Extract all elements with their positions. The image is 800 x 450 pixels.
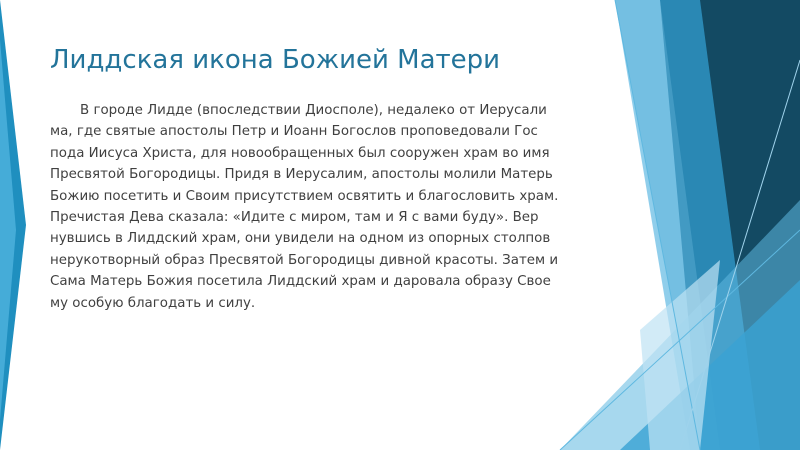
body-line: Сама Матерь Божия посетила Лиддский храм и даровала образу Свое <box>50 274 551 290</box>
body-line: Пречистая Дева сказала: «Идите с миром, там и Я с вами буду». Вер <box>50 210 539 226</box>
body-line: ма, где святые апостолы Петр и Иоанн Богослов проповедовали Гос <box>50 124 538 140</box>
slide-body-text <box>50 100 610 314</box>
slide-title: Лиддская икона Божией Матери <box>50 45 501 75</box>
body-line: нерукотворный образ Пресвятой Богородицы дивной красоты. Затем и <box>50 252 559 268</box>
body-line: Пресвятой Богородицы. Придя в Иерусалим, апостолы молили Матерь <box>50 167 553 183</box>
body-line: му особую благодать и силу. <box>50 295 256 311</box>
body-line: В городе Лидде (впоследствии Диосполе), недалеко от Иерусали <box>80 103 547 118</box>
body-line: нувшись в Лиддский храм, они увидели на одном из опорных столпов <box>50 231 551 247</box>
body-line: пода Иисуса Христа, для новообращенных был сооружен храм во имя <box>50 145 550 161</box>
body-line: Божию посетить и Своим присутствием освятить и благословить храм. <box>50 188 559 204</box>
